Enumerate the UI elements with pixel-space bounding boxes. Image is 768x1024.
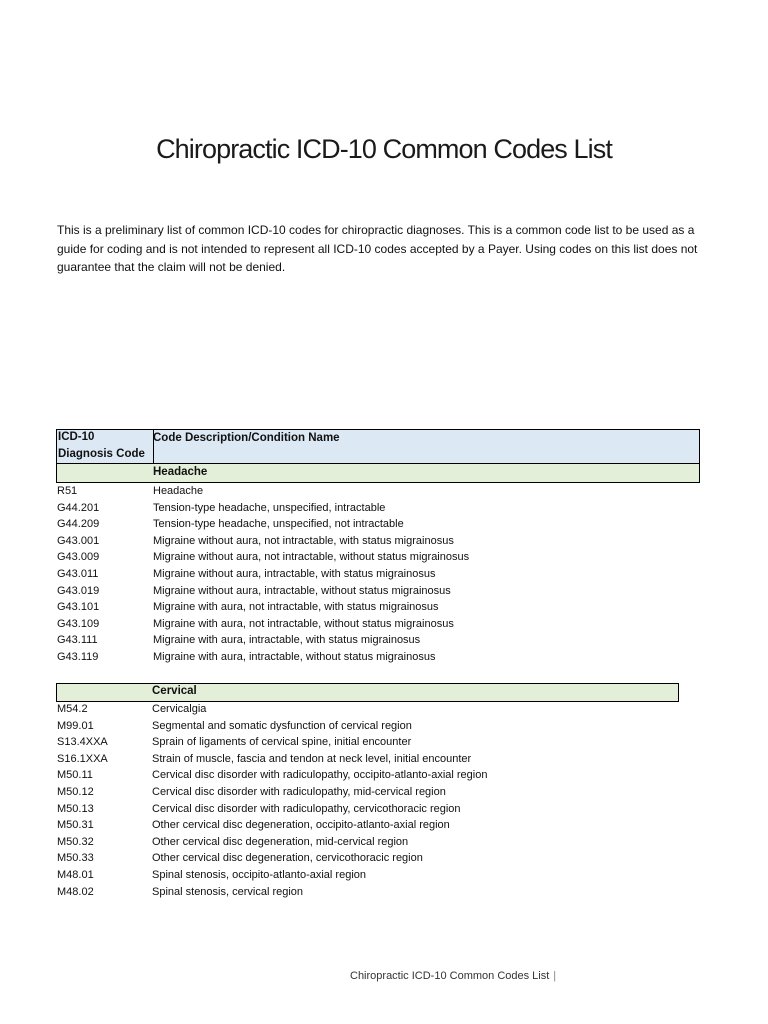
code-description: Headache: [153, 485, 204, 497]
table-row: [57, 500, 697, 517]
code-description: Other cervical disc degeneration, occipito-atlanto-axial region: [152, 819, 450, 832]
table-row: [57, 632, 697, 649]
code-description: Cervical disc disorder with radiculopathy, occipito-atlanto-axial region: [152, 769, 488, 782]
table-row: [57, 566, 697, 583]
table-row: [57, 801, 697, 818]
icd-code: G43.109: [57, 617, 100, 630]
header-description-label: Code Description/Condition Name: [153, 432, 340, 444]
footer-text: Chiropractic ICD-10 Common Codes List: [350, 970, 550, 982]
code-description: Other cervical disc degeneration, mid-cervical region: [152, 835, 409, 848]
code-description: Strain of muscle, fascia and tendon at neck level, initial encounter: [152, 752, 472, 765]
table-row: [57, 867, 697, 884]
section-label-cervical: Cervical: [152, 685, 197, 697]
table-row: [57, 767, 697, 784]
table-row: [57, 817, 697, 834]
icd-code: M50.32: [57, 835, 94, 848]
table-row: [57, 516, 697, 533]
icd-code: R51: [57, 485, 78, 497]
table-row: [57, 599, 697, 616]
icd-code: M50.13: [57, 802, 94, 815]
table-row: [57, 751, 697, 768]
section-header-cervical: [56, 683, 679, 702]
icd-code: G44.201: [57, 501, 100, 514]
table-row: [57, 850, 697, 867]
icd-code: G43.019: [57, 584, 100, 597]
code-description: Migraine with aura, not intractable, without status migrainosus: [153, 617, 454, 630]
table-row: [57, 549, 697, 566]
section-label-headache: Headache: [153, 466, 208, 478]
table-row: [57, 834, 697, 851]
icd-code: G43.001: [57, 534, 100, 547]
icd-code: M99.01: [57, 719, 94, 732]
code-description: Migraine without aura, not intractable, without status migrainosus: [153, 551, 470, 564]
page-title: Chiropractic ICD-10 Common Codes List: [156, 134, 612, 164]
code-description: Migraine with aura, not intractable, with status migrainosus: [153, 601, 439, 614]
icd-code: G44.209: [57, 518, 100, 531]
icd-code: M50.31: [57, 819, 94, 832]
icd-code: M54.2: [57, 703, 88, 715]
icd-code: M48.02: [57, 885, 94, 898]
code-description: Migraine with aura, intractable, with status migrainosus: [153, 634, 421, 647]
code-description: Other cervical disc degeneration, cervicothoracic region: [152, 852, 423, 865]
code-description: Migraine without aura, not intractable, with status migrainosus: [153, 534, 454, 547]
intro-paragraph: This is a preliminary list of common ICD-10 codes for chiropractic diagnoses. This is a common code list to be used as a guide for coding and is not intended to represent all ICD-10 codes accepted by a Payer. Using codes on this list does not guarantee that the claim will not be denied.: [57, 223, 698, 274]
footer-separator: |: [553, 970, 557, 982]
table-row: [57, 583, 697, 600]
code-description: Cervicalgia: [152, 703, 207, 715]
code-description: Cervical disc disorder with radiculopathy, mid-cervical region: [152, 786, 446, 798]
code-description: Tension-type headache, unspecified, intractable: [153, 501, 386, 514]
icd-code: S16.1XXA: [57, 752, 108, 765]
code-description: Segmental and somatic dysfunction of cervical region: [152, 719, 412, 732]
code-description: Tension-type headache, unspecified, not intractable: [153, 518, 404, 531]
code-description: Migraine without aura, intractable, without status migrainosus: [153, 584, 451, 597]
table-row: [57, 884, 697, 901]
code-description: Migraine with aura, intractable, without status migrainosus: [153, 651, 436, 663]
table-row: [57, 483, 697, 500]
icd-code: G43.009: [57, 551, 100, 564]
icd-code: M48.01: [57, 869, 94, 881]
icd-code: M50.11: [57, 769, 93, 782]
icd-code: G43.011: [57, 568, 99, 580]
code-description: Spinal stenosis, cervical region: [152, 885, 304, 898]
icd-code: M50.33: [57, 852, 94, 865]
code-description: Cervical disc disorder with radiculopathy, cervicothoracic region: [152, 802, 461, 815]
icd-code: G43.101: [57, 601, 100, 614]
table-row: [57, 734, 697, 751]
icd-code: G43.119: [57, 651, 99, 663]
table-row: [57, 784, 697, 801]
icd-code: G43.111: [57, 634, 98, 647]
code-description: Spinal stenosis, occipito-atlanto-axial region: [152, 869, 367, 881]
code-description: Sprain of ligaments of cervical spine, initial encounter: [152, 736, 412, 749]
header-code-label: ICD-10 Diagnosis Code: [58, 431, 145, 460]
table-row: [57, 649, 697, 666]
icd-code: S13.4XXA: [57, 736, 108, 749]
table-row: [57, 616, 697, 633]
table-row: [57, 533, 697, 550]
table-row: [57, 718, 697, 735]
code-description: Migraine without aura, intractable, with status migrainosus: [153, 568, 436, 580]
table-row: [57, 701, 697, 718]
icd-code: M50.12: [57, 786, 94, 798]
page-footer: [350, 970, 556, 982]
